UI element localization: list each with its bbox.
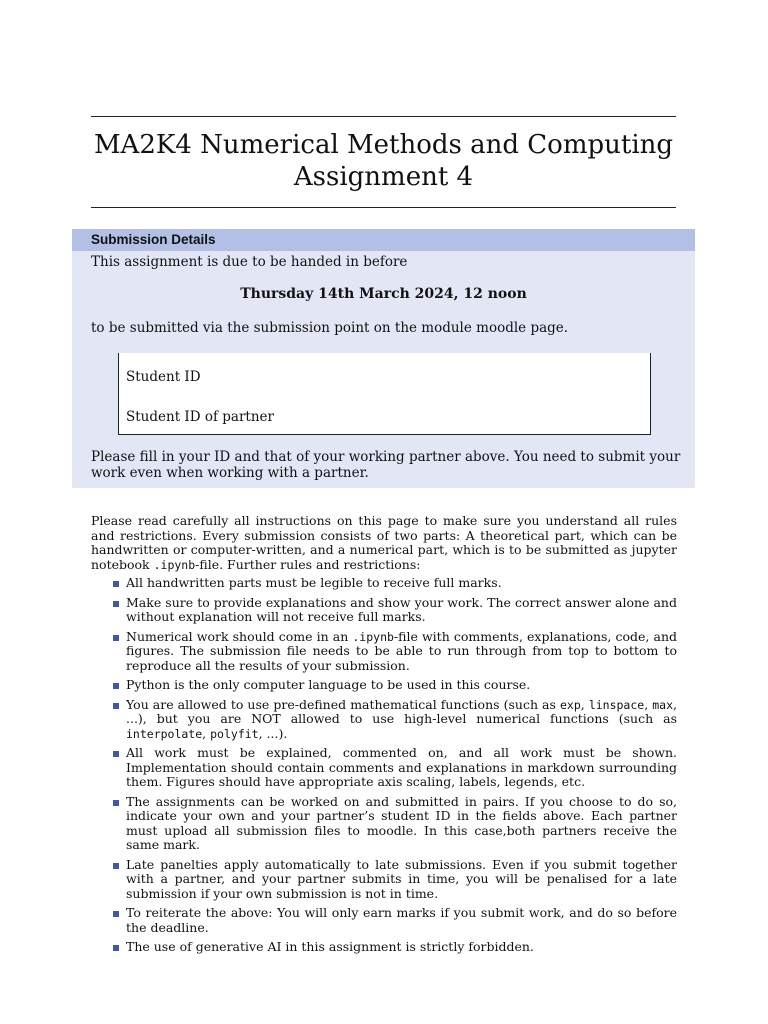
ipynb-code: .ipynb: [352, 629, 394, 644]
bullet-icon: [113, 863, 119, 869]
rule-text: ...).: [266, 725, 288, 741]
submission-via-text: to be submitted via the submission point on the module moodle page.: [91, 320, 569, 336]
list-item: [91, 630, 677, 674]
rule-text: ...), but you are NOT allowed to use high-level numerical functions (such as: [126, 711, 677, 726]
title-line-1: MA2K4 Numerical Methods and Computing: [93, 130, 674, 160]
list-item: [91, 678, 677, 693]
rule-text: -file with comments, explanations, code, and figures. The submission file needs to be able to run through from top to bottom to reproduce all the results of your submission.: [126, 628, 677, 673]
bullet-icon: [113, 751, 119, 757]
student-id-field[interactable]: Student ID: [126, 369, 201, 385]
bullet-icon: [113, 635, 119, 641]
title-line-2: Assignment 4: [293, 162, 474, 192]
instructions-text-1: Please read carefully all instructions on this page to make sure you understand all rules and restrictions. Every submission consists of two parts: A theoretical part, which can be handwritten or computer-written, and a numerical part, which is to be submitted as jupyter notebook: [91, 513, 677, 572]
list-item: [91, 576, 677, 591]
function-code: exp: [559, 697, 581, 712]
bottom-rule: [91, 207, 676, 208]
list-item: [91, 858, 677, 902]
instructions-paragraph: [91, 514, 677, 572]
submission-details-box: [72, 229, 695, 488]
instructions-text-2: -file. Further rules and restrictions:: [195, 556, 421, 572]
bullet-icon: [113, 581, 119, 587]
rule-text: The use of generative AI in this assignment is strictly forbidden.: [126, 939, 534, 954]
deadline-text: Thursday 14th March 2024, 12 noon: [240, 286, 527, 302]
list-item: [91, 596, 677, 625]
list-item: [91, 795, 677, 853]
fill-in-instruction: Please fill in your ID and that of your working partner above. You need to submit your work even when working with a partner.: [91, 449, 681, 481]
due-intro-text: This assignment is due to be handed in before: [91, 254, 408, 270]
rule-text: The assignments can be worked on and submitted in pairs. If you choose to do so, indicate your own and your partner’s student ID in the fields above. Each partner must upload all submission files to moodle. In this case,both partners receive the same mark.: [126, 793, 677, 852]
rule-text: Numerical work should come in an: [126, 628, 353, 644]
rule-text: To reiterate the above: You will only earn marks if you submit work, and do so before the deadline.: [126, 905, 677, 935]
rule-text: All handwritten parts must be legible to receive full marks.: [126, 575, 502, 590]
rules-list: [91, 576, 677, 960]
list-item: You are allowed to use pre-defined mathematical functions (such as exp, linspace, max, ...), but you are NOT allowed to use high-level numerical functions (such as interpolate, polyfit, ...).: [91, 698, 677, 742]
list-item: [91, 906, 677, 935]
function-code: interpolate: [126, 726, 203, 741]
list-item: [91, 940, 677, 955]
function-code: linspace: [588, 697, 645, 712]
bullet-icon: [113, 911, 119, 917]
function-code: max: [652, 697, 674, 712]
submission-details-heading: Submission Details: [91, 232, 216, 247]
bullet-icon: [113, 683, 119, 689]
bullet-icon: [113, 601, 119, 607]
bullet-icon: [113, 800, 119, 806]
top-rule: [91, 116, 676, 117]
ipynb-code: .ipynb: [153, 557, 196, 572]
function-code: polyfit: [210, 726, 259, 741]
partner-id-field[interactable]: Student ID of partner: [126, 409, 274, 425]
rule-text: You are allowed to use pre-defined mathematical functions (such as: [126, 696, 560, 712]
submission-details-header: [72, 229, 695, 251]
rule-text: Make sure to provide explanations and show your work. The correct answer alone and without explanation will not receive full marks.: [126, 594, 677, 624]
student-id-table: [118, 353, 651, 435]
rule-text: Python is the only computer language to be used in this course.: [126, 677, 531, 692]
page-title: [91, 129, 676, 193]
list-item: [91, 746, 677, 790]
bullet-icon: [113, 945, 119, 951]
bullet-icon: [113, 703, 119, 709]
rule-text: All work must be explained, commented on, and all work must be shown. Implementation should contain comments and explanations in markdown surrounding them. Figures should have appropriate axis scaling, labels, legends, etc.: [126, 745, 677, 789]
rule-text: Late panelties apply automatically to late submissions. Even if you submit together with a partner, and your partner submits in time, you will be penalised for a late submission if your own submission is not in time.: [126, 856, 677, 901]
